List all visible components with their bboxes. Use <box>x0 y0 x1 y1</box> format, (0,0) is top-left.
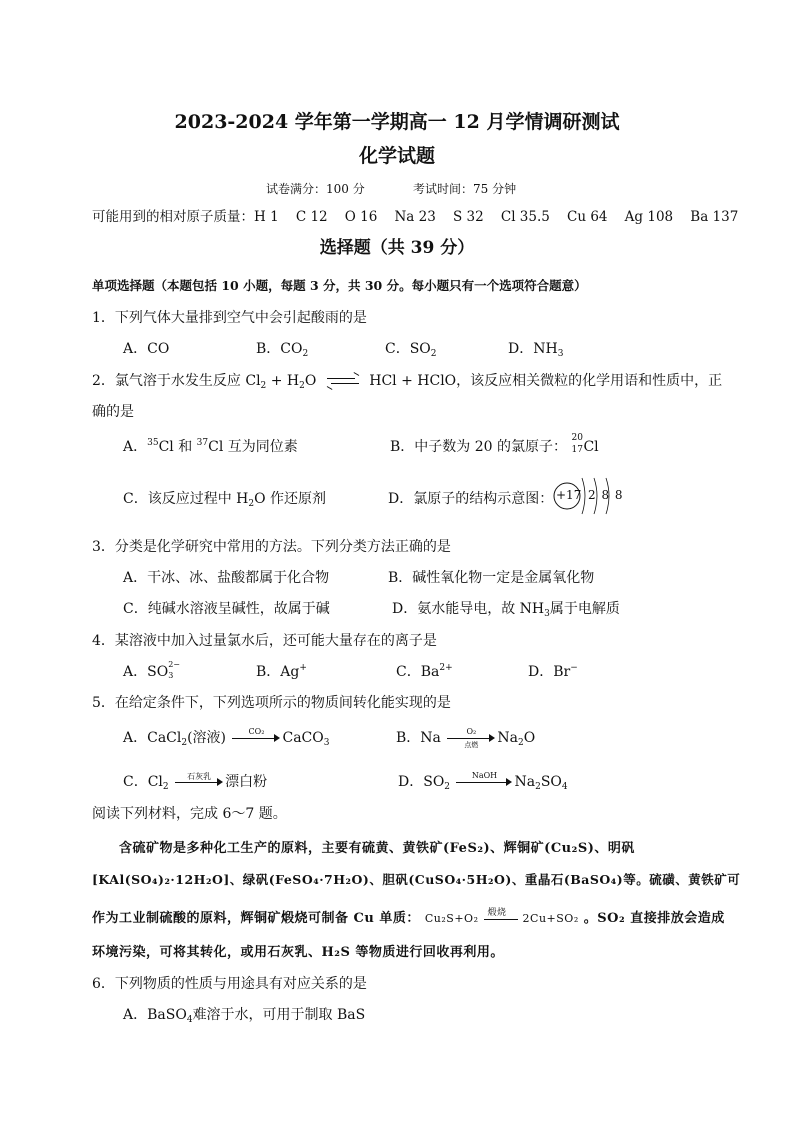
q5-option-d: D．$SO_2$ NaOH $Na_2SO_4$ <box>398 771 568 792</box>
reaction-arrow-icon: CO₂ <box>232 731 280 745</box>
exam-time: 考试时间：75 分钟 <box>413 182 517 196</box>
q5-option-b: B．Na O₂ 点燃 $Na_2O$ <box>396 727 536 749</box>
q2-option-a: A．$^{35}$Cl 和 $^{37}$Cl 互为同位素 <box>123 438 298 455</box>
passage-line-4: 环境污染，可将其转化，或用石灰乳、H₂S 等物质进行回收再利用。 <box>92 945 504 960</box>
passage-line-3: 作为工业制硫酸的原料，辉铜矿煅烧可制备 Cu 单质： Cu₂S+O₂ 煅烧 2Cu+SO₂ 。SO₂ 直接排放会造成 <box>92 907 725 926</box>
q3-stem: 3．分类是化学研究中常用的方法。下列分类方法正确的是 <box>92 539 451 555</box>
passage-line-2: [KAl(SO₄)₂·12H₂O]、绿矾(FeSO₄·7H₂O)、胆矾(CuSO₄·5H₂O)、重晶石(BaSO₄)等。硫磺、黄铁矿可 <box>92 872 741 887</box>
atomic-masses: 可能用到的相对原子质量：H 1 C 12 O 16 Na 23 S 32 Cl 35.5 Cu 64 Ag 108 Ba 137 <box>92 209 739 225</box>
q2-option-c: C．该反应过程中 $H_2O$ 作还原剂 <box>123 491 327 509</box>
q5-option-c: C．$Cl_2$ 石灰乳 漂白粉 <box>123 772 268 792</box>
q1-option-c: C．$SO_2$ <box>385 341 437 359</box>
section-instruction: 单项选择题（本题包括 10 小题，每题 3 分，共 30 分。每小题只有一个选项符合题意） <box>92 278 587 293</box>
q4-option-d: D．Br− <box>528 663 578 680</box>
full-score: 试卷满分：100 分 <box>266 182 365 196</box>
q3-option-d: D．氨水能导电，故 $NH_3$属于电解质 <box>392 601 620 619</box>
q4-option-a: A．SO 2− 3 <box>123 660 180 680</box>
q2-stem-line2: 确的是 <box>92 404 134 420</box>
q4-option-b: B．Ag+ <box>256 663 307 680</box>
reading-intro: 阅读下列材料，完成 6～7 题。 <box>92 806 287 822</box>
reaction-arrow-icon: 石灰乳 <box>175 775 223 789</box>
q2-option-d: D．氯原子的结构示意图： <box>388 491 554 507</box>
calcination-condition-icon: 煅烧 <box>484 913 518 925</box>
q5-stem: 5．在给定条件下，下列选项所示的物质间转化能实现的是 <box>92 695 451 711</box>
q3-option-c: C．纯碱水溶液呈碱性，故属于碱 <box>123 601 330 617</box>
equilibrium-arrow-icon <box>327 376 359 386</box>
nuclide-atomic-number: 17 <box>571 445 583 455</box>
q3-option-b: B．碱性氧化物一定是金属氧化物 <box>388 570 595 586</box>
q6-stem: 6．下列物质的性质与用途具有对应关系的是 <box>92 976 367 992</box>
nuclide-mass-number: 20 <box>571 433 583 443</box>
passage-line-1: 含硫矿物是多种化工生产的原料，主要有硫黄、黄铁矿(FeS₂)、辉铜矿(Cu₂S)、明矾 <box>119 841 635 856</box>
q4-stem: 4．某溶液中加入过量氯水后，还可能大量存在的离子是 <box>92 633 437 649</box>
q4-option-c: C．$Ba^{2+}$ <box>396 663 453 680</box>
q1-stem: 1．下列气体大量排到空气中会引起酸雨的是 <box>92 310 367 326</box>
q1-option-d: D．$NH_3$ <box>508 341 564 359</box>
q5-option-a: A．CaCl$_2$(溶液) CO₂ CaCO$_3$ <box>123 727 330 748</box>
q1-option-a: A．CO <box>123 341 170 357</box>
q2-option-b: B．中子数为 20 的氯原子： 20 17 Cl <box>390 433 599 455</box>
section-title: 选择题（共 39 分） <box>319 238 475 258</box>
reaction-arrow-icon: NaOH <box>456 775 512 789</box>
q1-option-b: B．$CO_2$ <box>256 341 309 359</box>
exam-title: 2023-2024 学年第一学期高一 12 月学情调研测试 <box>174 111 620 133</box>
nucleus-charge: +17 <box>556 488 582 502</box>
q2-stem: 2．氯气溶于水发生反应 $Cl_2 + H_2O$ HCl + HClO，该反应相关微粒的化学用语和性质中，正 <box>92 373 723 391</box>
q6-option-a: A．BaSO$_4$难溶于水，可用于制取 BaS <box>123 1007 366 1025</box>
exam-subtitle: 化学试题 <box>358 145 435 167</box>
q3-option-a: A．干冰、冰、盐酸都属于化合物 <box>123 570 330 586</box>
reaction-arrow-icon: O₂ 点燃 <box>447 731 495 745</box>
electron-shells: 2 8 8 <box>588 488 624 502</box>
